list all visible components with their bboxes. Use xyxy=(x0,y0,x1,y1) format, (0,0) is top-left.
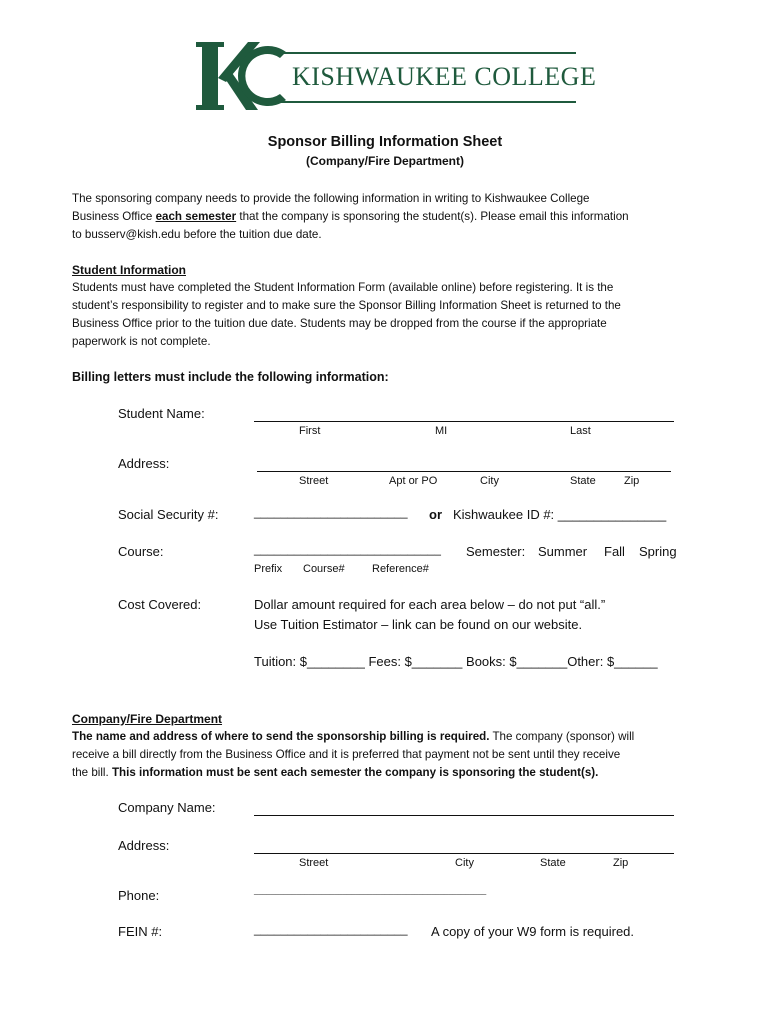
company-address-field[interactable] xyxy=(254,853,674,854)
semester-label: Semester: xyxy=(466,544,526,559)
kishwaukee-id-field[interactable]: Kishwaukee ID #: _______________ xyxy=(453,507,667,522)
city-caption: City xyxy=(480,475,499,487)
student-info-heading: Student Information xyxy=(72,263,186,277)
company-line-1-bold: The name and address of where to send the sponsorship billing is required. xyxy=(72,730,490,743)
each-semester-emphasis: each semester xyxy=(155,210,237,223)
prefix-caption: Prefix xyxy=(254,563,283,575)
semester-summer[interactable]: Summer xyxy=(538,544,588,559)
logo-college-name: KISHWAUKEE COLLEGE xyxy=(292,62,597,91)
intro-line-2-end: that the company is sponsoring the student(s). Please email this information xyxy=(236,210,629,223)
page-title: Sponsor Billing Information Sheet xyxy=(267,134,503,150)
logo-rule-top xyxy=(280,52,576,54)
student-info-line-1: Students must have completed the Student Information Form (available online) before registering. It is the xyxy=(72,281,614,294)
middle-initial-caption: MI xyxy=(435,425,448,437)
intro-line-2 xyxy=(72,208,629,226)
student-name-field[interactable] xyxy=(254,421,674,422)
page-subtitle: (Company/Fire Department) xyxy=(305,154,465,168)
semester-spring[interactable]: Spring xyxy=(639,544,677,559)
kc-monogram-logo xyxy=(196,40,292,112)
company-line-3-bold: This information must be sent each semester the company is sponsoring the student(s). xyxy=(111,766,599,779)
student-address-field[interactable] xyxy=(257,471,671,472)
student-name-label: Student Name: xyxy=(118,406,205,421)
course-label: Course: xyxy=(118,544,164,559)
fein-field[interactable]: _______________________ xyxy=(254,922,408,936)
state-caption: State xyxy=(570,475,596,487)
ssn-field[interactable]: _______________________ xyxy=(254,505,408,519)
phone-label: Phone: xyxy=(118,888,160,903)
company-zip-caption: Zip xyxy=(613,857,629,869)
reference-number-caption: Reference# xyxy=(372,563,429,575)
student-info-line-4: paperwork is not complete. xyxy=(72,335,211,348)
first-name-caption: First xyxy=(299,425,321,437)
company-line-1-rest: The company (sponsor) will xyxy=(489,730,635,743)
company-address-label: Address: xyxy=(118,838,170,853)
fein-label: FEIN #: xyxy=(118,924,163,939)
zip-caption: Zip xyxy=(624,475,640,487)
phone-field[interactable]: _______________________________________________________ xyxy=(254,886,487,895)
student-info-line-2: student’s responsibility to register and to make sure the Sponsor Billing Information Sheet is returned to the xyxy=(72,299,621,312)
ssn-label: Social Security #: xyxy=(118,507,219,522)
course-field[interactable]: ____________________________ xyxy=(254,542,441,556)
intro-line-3: to busserv@kish.edu before the tuition due date. xyxy=(72,228,322,241)
student-info-line-3: Business Office prior to the tuition due date. Students may be dropped from the course if the appropriate xyxy=(72,317,607,330)
or-label: or xyxy=(429,507,442,522)
street-caption: Street xyxy=(299,475,329,487)
course-number-caption: Course# xyxy=(303,563,345,575)
cost-instruction-2: Use Tuition Estimator – link can be found on our website. xyxy=(254,617,583,632)
company-name-label: Company Name: xyxy=(118,800,216,815)
cost-fields[interactable]: Tuition: $________ Fees: $_______ Books: $_______Other: $______ xyxy=(254,654,658,669)
student-address-label: Address: xyxy=(118,456,170,471)
w9-note: A copy of your W9 form is required. xyxy=(431,924,635,939)
company-heading: Company/Fire Department xyxy=(72,712,223,726)
intro-line-2-start: Business Office xyxy=(72,210,156,223)
semester-fall[interactable]: Fall xyxy=(604,544,625,559)
billing-heading: Billing letters must include the following information: xyxy=(72,370,389,384)
company-line-1 xyxy=(72,728,634,746)
company-street-caption: Street xyxy=(299,857,329,869)
company-city-caption: City xyxy=(455,857,474,869)
intro-line-1: The sponsoring company needs to provide the following information in writing to Kishwaukee College xyxy=(72,192,590,205)
company-line-3-start: the bill. xyxy=(72,766,112,779)
company-line-2: receive a bill directly from the Business Office and it is preferred that payment not be sent until they receive xyxy=(72,748,621,761)
company-name-field[interactable] xyxy=(254,815,674,816)
company-state-caption: State xyxy=(540,857,566,869)
last-name-caption: Last xyxy=(570,425,591,437)
cost-covered-label: Cost Covered: xyxy=(118,597,202,612)
logo-rule-bottom xyxy=(280,101,576,103)
apt-po-caption: Apt or PO xyxy=(389,475,438,487)
company-line-3 xyxy=(72,764,598,782)
cost-instruction-1: Dollar amount required for each area below – do not put “all.” xyxy=(254,597,606,612)
